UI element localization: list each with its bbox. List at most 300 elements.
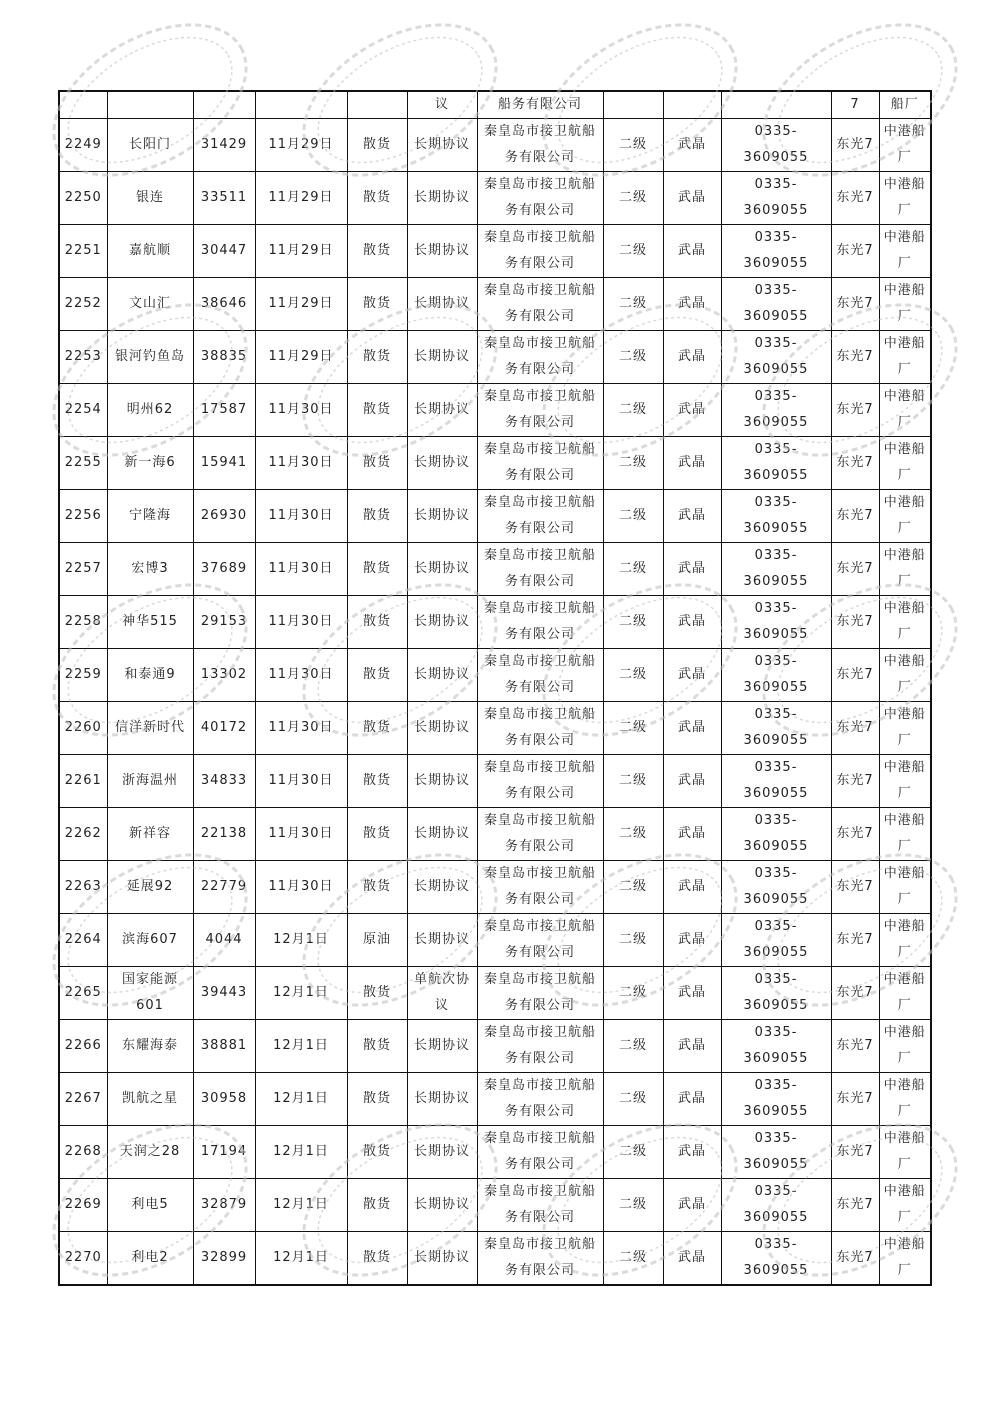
cell-level: 二级 [603, 914, 663, 967]
cell-ship: 东耀海泰 [107, 1020, 193, 1073]
cell-agent: 秦皇岛市接卫航船务有限公司 [477, 225, 603, 278]
cell-contact [663, 91, 721, 119]
cell-contact: 武晶 [663, 967, 721, 1020]
cell-contact: 武晶 [663, 331, 721, 384]
cell-tonnage: 38646 [193, 278, 255, 331]
cell-agent: 秦皇岛市接卫航船务有限公司 [477, 331, 603, 384]
cell-agreement: 单航次协议 [407, 967, 477, 1020]
cell-cargo: 原油 [347, 914, 407, 967]
cell-agreement: 长期协议 [407, 649, 477, 702]
cell-cargo: 散货 [347, 861, 407, 914]
cell-agreement: 长期协议 [407, 384, 477, 437]
cell-ship: 新祥容 [107, 808, 193, 861]
cell-contact: 武晶 [663, 172, 721, 225]
cell-no: 2250 [59, 172, 107, 225]
cell-level: 二级 [603, 702, 663, 755]
cell-phone: 0335-3609055 [721, 1020, 831, 1073]
cell-phone: 0335-3609055 [721, 914, 831, 967]
cell-phone: 0335-3609055 [721, 172, 831, 225]
cell-agreement: 长期协议 [407, 225, 477, 278]
cell-tonnage: 22138 [193, 808, 255, 861]
cell-ship: 和泰通9 [107, 649, 193, 702]
table-row [59, 967, 931, 1020]
cell-tonnage: 17194 [193, 1126, 255, 1179]
cell-agent: 秦皇岛市接卫航船务有限公司 [477, 755, 603, 808]
cell-dock: 东光7 [831, 967, 879, 1020]
cell-contact: 武晶 [663, 702, 721, 755]
cell-tonnage: 32879 [193, 1179, 255, 1232]
cell-date: 11月30日 [255, 543, 347, 596]
cell-contact: 武晶 [663, 1020, 721, 1073]
table-row [59, 119, 931, 172]
cell-yard: 中港船厂 [879, 172, 931, 225]
cell-phone: 0335-3609055 [721, 225, 831, 278]
cell-agent: 秦皇岛市接卫航船务有限公司 [477, 490, 603, 543]
cell-agent: 秦皇岛市接卫航船务有限公司 [477, 914, 603, 967]
cell-ship: 银河钓鱼岛 [107, 331, 193, 384]
cell-dock: 东光7 [831, 437, 879, 490]
cell-tonnage: 40172 [193, 702, 255, 755]
cell-agent: 秦皇岛市接卫航船务有限公司 [477, 278, 603, 331]
cell-contact: 武晶 [663, 808, 721, 861]
cell-phone: 0335-3609055 [721, 490, 831, 543]
cell-no: 2249 [59, 119, 107, 172]
cell-level: 二级 [603, 543, 663, 596]
cell-date: 11月29日 [255, 172, 347, 225]
table-row [59, 278, 931, 331]
cell-ship: 宁隆海 [107, 490, 193, 543]
cell-no: 2256 [59, 490, 107, 543]
cell-agreement: 长期协议 [407, 1232, 477, 1286]
table-row [59, 172, 931, 225]
cell-yard: 中港船厂 [879, 119, 931, 172]
cell-phone: 0335-3609055 [721, 331, 831, 384]
cell-tonnage: 17587 [193, 384, 255, 437]
cell-cargo: 散货 [347, 1020, 407, 1073]
cell-cargo: 散货 [347, 808, 407, 861]
cell-phone: 0335-3609055 [721, 967, 831, 1020]
cell-phone: 0335-3609055 [721, 543, 831, 596]
cell-agent: 秦皇岛市接卫航船务有限公司 [477, 1020, 603, 1073]
cell-date: 11月30日 [255, 596, 347, 649]
cell-tonnage: 15941 [193, 437, 255, 490]
cell-ship: 文山汇 [107, 278, 193, 331]
cell-tonnage: 37689 [193, 543, 255, 596]
cell-agent: 秦皇岛市接卫航船务有限公司 [477, 1126, 603, 1179]
cell-tonnage: 30447 [193, 225, 255, 278]
cell-yard: 中港船厂 [879, 861, 931, 914]
cell-dock: 东光7 [831, 808, 879, 861]
cell-dock: 东光7 [831, 1126, 879, 1179]
cell-phone: 0335-3609055 [721, 384, 831, 437]
cell-contact: 武晶 [663, 384, 721, 437]
cell-no: 2260 [59, 702, 107, 755]
cell-contact: 武晶 [663, 861, 721, 914]
cell-contact: 武晶 [663, 1179, 721, 1232]
cell-date: 11月30日 [255, 755, 347, 808]
cell-agreement: 长期协议 [407, 861, 477, 914]
cell-tonnage: 39443 [193, 967, 255, 1020]
cell-agent: 秦皇岛市接卫航船务有限公司 [477, 702, 603, 755]
cell-cargo: 散货 [347, 596, 407, 649]
cell-contact: 武晶 [663, 914, 721, 967]
cell-ship: 浙海温州 [107, 755, 193, 808]
cell-yard: 中港船厂 [879, 225, 931, 278]
cell-level: 二级 [603, 649, 663, 702]
cell-ship: 凯航之星 [107, 1073, 193, 1126]
cell-agreement: 议 [407, 91, 477, 119]
cell-cargo: 散货 [347, 1073, 407, 1126]
cell-dock: 东光7 [831, 172, 879, 225]
cell-agreement: 长期协议 [407, 755, 477, 808]
cell-contact: 武晶 [663, 225, 721, 278]
cell-agent: 秦皇岛市接卫航船务有限公司 [477, 596, 603, 649]
cell-phone: 0335-3609055 [721, 1126, 831, 1179]
cell-no [59, 91, 107, 119]
table-row [59, 596, 931, 649]
cell-dock: 东光7 [831, 596, 879, 649]
cell-agreement: 长期协议 [407, 1179, 477, 1232]
cell-level: 二级 [603, 172, 663, 225]
cell-no: 2254 [59, 384, 107, 437]
ship-registry-table [58, 90, 932, 1286]
cell-contact: 武晶 [663, 755, 721, 808]
cell-no: 2268 [59, 1126, 107, 1179]
cell-level: 二级 [603, 755, 663, 808]
cell-date: 11月30日 [255, 861, 347, 914]
cell-date: 12月1日 [255, 1126, 347, 1179]
cell-cargo: 散货 [347, 967, 407, 1020]
cell-agreement: 长期协议 [407, 596, 477, 649]
table-row [59, 225, 931, 278]
cell-level: 二级 [603, 1232, 663, 1286]
cell-yard: 中港船厂 [879, 1073, 931, 1126]
cell-contact: 武晶 [663, 596, 721, 649]
cell-no: 2264 [59, 914, 107, 967]
cell-no: 2262 [59, 808, 107, 861]
cell-cargo: 散货 [347, 278, 407, 331]
cell-cargo [347, 91, 407, 119]
cell-cargo: 散货 [347, 702, 407, 755]
cell-no: 2253 [59, 331, 107, 384]
cell-cargo: 散货 [347, 119, 407, 172]
cell-cargo: 散货 [347, 490, 407, 543]
cell-dock: 东光7 [831, 1073, 879, 1126]
cell-level: 二级 [603, 490, 663, 543]
cell-level: 二级 [603, 384, 663, 437]
cell-dock: 东光7 [831, 278, 879, 331]
cell-yard: 中港船厂 [879, 967, 931, 1020]
cell-agreement: 长期协议 [407, 331, 477, 384]
cell-date: 12月1日 [255, 1073, 347, 1126]
cell-contact: 武晶 [663, 649, 721, 702]
cell-agreement: 长期协议 [407, 278, 477, 331]
cell-tonnage: 33511 [193, 172, 255, 225]
cell-yard: 中港船厂 [879, 543, 931, 596]
cell-ship: 明州62 [107, 384, 193, 437]
cell-phone: 0335-3609055 [721, 808, 831, 861]
cell-date: 11月30日 [255, 808, 347, 861]
cell-phone: 0335-3609055 [721, 702, 831, 755]
cell-no: 2265 [59, 967, 107, 1020]
table-row [59, 1179, 931, 1232]
cell-yard: 中港船厂 [879, 702, 931, 755]
cell-phone: 0335-3609055 [721, 596, 831, 649]
cell-dock: 东光7 [831, 331, 879, 384]
cell-yard: 中港船厂 [879, 1232, 931, 1286]
table-body [59, 91, 931, 1285]
cell-contact: 武晶 [663, 1232, 721, 1286]
cell-dock: 7 [831, 91, 879, 119]
cell-date: 11月29日 [255, 119, 347, 172]
cell-agreement: 长期协议 [407, 543, 477, 596]
cell-no: 2270 [59, 1232, 107, 1286]
cell-agent: 秦皇岛市接卫航船务有限公司 [477, 967, 603, 1020]
cell-phone: 0335-3609055 [721, 755, 831, 808]
cell-agreement: 长期协议 [407, 914, 477, 967]
cell-no: 2252 [59, 278, 107, 331]
cell-yard: 中港船厂 [879, 596, 931, 649]
cell-date: 12月1日 [255, 1179, 347, 1232]
cell-ship: 嘉航顺 [107, 225, 193, 278]
cell-dock: 东光7 [831, 755, 879, 808]
cell-agreement: 长期协议 [407, 1073, 477, 1126]
cell-agent: 秦皇岛市接卫航船务有限公司 [477, 1179, 603, 1232]
cell-ship: 延展92 [107, 861, 193, 914]
cell-ship: 神华515 [107, 596, 193, 649]
cell-no: 2251 [59, 225, 107, 278]
cell-yard: 中港船厂 [879, 1020, 931, 1073]
cell-agreement: 长期协议 [407, 119, 477, 172]
cell-phone: 0335-3609055 [721, 437, 831, 490]
table-row [59, 755, 931, 808]
cell-yard: 中港船厂 [879, 1179, 931, 1232]
cell-yard: 中港船厂 [879, 384, 931, 437]
cell-cargo: 散货 [347, 1179, 407, 1232]
cell-ship: 国家能源601 [107, 967, 193, 1020]
continued-row [59, 91, 931, 119]
cell-date: 11月30日 [255, 649, 347, 702]
cell-level: 二级 [603, 1126, 663, 1179]
cell-date: 11月30日 [255, 384, 347, 437]
cell-dock: 东光7 [831, 861, 879, 914]
cell-ship [107, 91, 193, 119]
cell-contact: 武晶 [663, 119, 721, 172]
cell-date: 11月29日 [255, 225, 347, 278]
cell-no: 2257 [59, 543, 107, 596]
cell-agreement: 长期协议 [407, 808, 477, 861]
cell-no: 2255 [59, 437, 107, 490]
table-row [59, 1126, 931, 1179]
cell-agent: 秦皇岛市接卫航船务有限公司 [477, 437, 603, 490]
cell-date: 12月1日 [255, 1020, 347, 1073]
table-row [59, 1073, 931, 1126]
cell-contact: 武晶 [663, 1126, 721, 1179]
cell-level: 二级 [603, 225, 663, 278]
cell-ship: 利电2 [107, 1232, 193, 1286]
cell-no: 2269 [59, 1179, 107, 1232]
cell-agent: 秦皇岛市接卫航船务有限公司 [477, 861, 603, 914]
cell-no: 2263 [59, 861, 107, 914]
cell-agent: 秦皇岛市接卫航船务有限公司 [477, 172, 603, 225]
table-row [59, 384, 931, 437]
cell-agent: 秦皇岛市接卫航船务有限公司 [477, 1232, 603, 1286]
cell-yard: 中港船厂 [879, 808, 931, 861]
cell-tonnage: 22779 [193, 861, 255, 914]
cell-agent: 秦皇岛市接卫航船务有限公司 [477, 1073, 603, 1126]
cell-date: 12月1日 [255, 967, 347, 1020]
cell-level: 二级 [603, 331, 663, 384]
cell-phone: 0335-3609055 [721, 649, 831, 702]
cell-ship: 银连 [107, 172, 193, 225]
cell-date: 11月30日 [255, 490, 347, 543]
cell-cargo: 散货 [347, 1232, 407, 1286]
cell-tonnage: 31429 [193, 119, 255, 172]
cell-yard: 中港船厂 [879, 755, 931, 808]
cell-cargo: 散货 [347, 1126, 407, 1179]
cell-tonnage: 34833 [193, 755, 255, 808]
cell-tonnage: 4044 [193, 914, 255, 967]
cell-phone: 0335-3609055 [721, 1179, 831, 1232]
cell-ship: 长阳门 [107, 119, 193, 172]
table-row [59, 808, 931, 861]
cell-contact: 武晶 [663, 278, 721, 331]
cell-tonnage: 38835 [193, 331, 255, 384]
cell-agreement: 长期协议 [407, 702, 477, 755]
cell-no: 2261 [59, 755, 107, 808]
table-row [59, 490, 931, 543]
cell-dock: 东光7 [831, 490, 879, 543]
table-row [59, 914, 931, 967]
cell-level: 二级 [603, 437, 663, 490]
cell-ship: 新一海6 [107, 437, 193, 490]
cell-date: 11月29日 [255, 278, 347, 331]
cell-agent: 秦皇岛市接卫航船务有限公司 [477, 649, 603, 702]
cell-contact: 武晶 [663, 543, 721, 596]
table-row [59, 649, 931, 702]
cell-dock: 东光7 [831, 225, 879, 278]
cell-contact: 武晶 [663, 1073, 721, 1126]
cell-no: 2266 [59, 1020, 107, 1073]
cell-dock: 东光7 [831, 1179, 879, 1232]
cell-tonnage [193, 91, 255, 119]
cell-dock: 东光7 [831, 1020, 879, 1073]
cell-dock: 东光7 [831, 384, 879, 437]
cell-dock: 东光7 [831, 543, 879, 596]
cell-date [255, 91, 347, 119]
cell-cargo: 散货 [347, 543, 407, 596]
cell-phone: 0335-3609055 [721, 278, 831, 331]
cell-date: 12月1日 [255, 1232, 347, 1286]
cell-ship: 利电5 [107, 1179, 193, 1232]
cell-yard: 中港船厂 [879, 437, 931, 490]
cell-agent: 船务有限公司 [477, 91, 603, 119]
cell-dock: 东光7 [831, 1232, 879, 1286]
cell-agreement: 长期协议 [407, 1020, 477, 1073]
cell-no: 2258 [59, 596, 107, 649]
cell-ship: 滨海607 [107, 914, 193, 967]
cell-ship: 信洋新时代 [107, 702, 193, 755]
cell-level: 二级 [603, 1179, 663, 1232]
cell-level [603, 91, 663, 119]
cell-level: 二级 [603, 278, 663, 331]
cell-agreement: 长期协议 [407, 172, 477, 225]
cell-contact: 武晶 [663, 490, 721, 543]
cell-tonnage: 38881 [193, 1020, 255, 1073]
cell-cargo: 散货 [347, 437, 407, 490]
cell-agent: 秦皇岛市接卫航船务有限公司 [477, 119, 603, 172]
cell-dock: 东光7 [831, 702, 879, 755]
cell-agreement: 长期协议 [407, 437, 477, 490]
cell-cargo: 散货 [347, 384, 407, 437]
cell-cargo: 散货 [347, 225, 407, 278]
cell-phone: 0335-3609055 [721, 1073, 831, 1126]
cell-tonnage: 32899 [193, 1232, 255, 1286]
cell-agent: 秦皇岛市接卫航船务有限公司 [477, 384, 603, 437]
cell-level: 二级 [603, 1073, 663, 1126]
cell-yard: 中港船厂 [879, 490, 931, 543]
cell-date: 11月30日 [255, 437, 347, 490]
cell-date: 12月1日 [255, 914, 347, 967]
table-row [59, 1020, 931, 1073]
cell-cargo: 散货 [347, 331, 407, 384]
table-row [59, 702, 931, 755]
cell-agreement: 长期协议 [407, 490, 477, 543]
table-row [59, 861, 931, 914]
cell-yard: 中港船厂 [879, 914, 931, 967]
cell-tonnage: 13302 [193, 649, 255, 702]
cell-level: 二级 [603, 1020, 663, 1073]
cell-dock: 东光7 [831, 119, 879, 172]
table-row [59, 437, 931, 490]
cell-no: 2267 [59, 1073, 107, 1126]
cell-yard: 船厂 [879, 91, 931, 119]
cell-agent: 秦皇岛市接卫航船务有限公司 [477, 543, 603, 596]
cell-no: 2259 [59, 649, 107, 702]
cell-yard: 中港船厂 [879, 1126, 931, 1179]
cell-yard: 中港船厂 [879, 649, 931, 702]
cell-cargo: 散货 [347, 755, 407, 808]
cell-cargo: 散货 [347, 649, 407, 702]
cell-phone [721, 91, 831, 119]
cell-cargo: 散货 [347, 172, 407, 225]
cell-level: 二级 [603, 861, 663, 914]
cell-level: 二级 [603, 596, 663, 649]
cell-level: 二级 [603, 808, 663, 861]
cell-date: 11月30日 [255, 702, 347, 755]
cell-level: 二级 [603, 967, 663, 1020]
cell-date: 11月29日 [255, 331, 347, 384]
table-row [59, 543, 931, 596]
cell-agreement: 长期协议 [407, 1126, 477, 1179]
cell-ship: 天润之28 [107, 1126, 193, 1179]
cell-contact: 武晶 [663, 437, 721, 490]
cell-ship: 宏博3 [107, 543, 193, 596]
cell-tonnage: 29153 [193, 596, 255, 649]
cell-tonnage: 30958 [193, 1073, 255, 1126]
cell-level: 二级 [603, 119, 663, 172]
table-row [59, 1232, 931, 1286]
cell-agent: 秦皇岛市接卫航船务有限公司 [477, 808, 603, 861]
cell-yard: 中港船厂 [879, 278, 931, 331]
cell-phone: 0335-3609055 [721, 861, 831, 914]
cell-tonnage: 26930 [193, 490, 255, 543]
cell-dock: 东光7 [831, 914, 879, 967]
cell-yard: 中港船厂 [879, 331, 931, 384]
cell-dock: 东光7 [831, 649, 879, 702]
cell-phone: 0335-3609055 [721, 119, 831, 172]
table-row [59, 331, 931, 384]
